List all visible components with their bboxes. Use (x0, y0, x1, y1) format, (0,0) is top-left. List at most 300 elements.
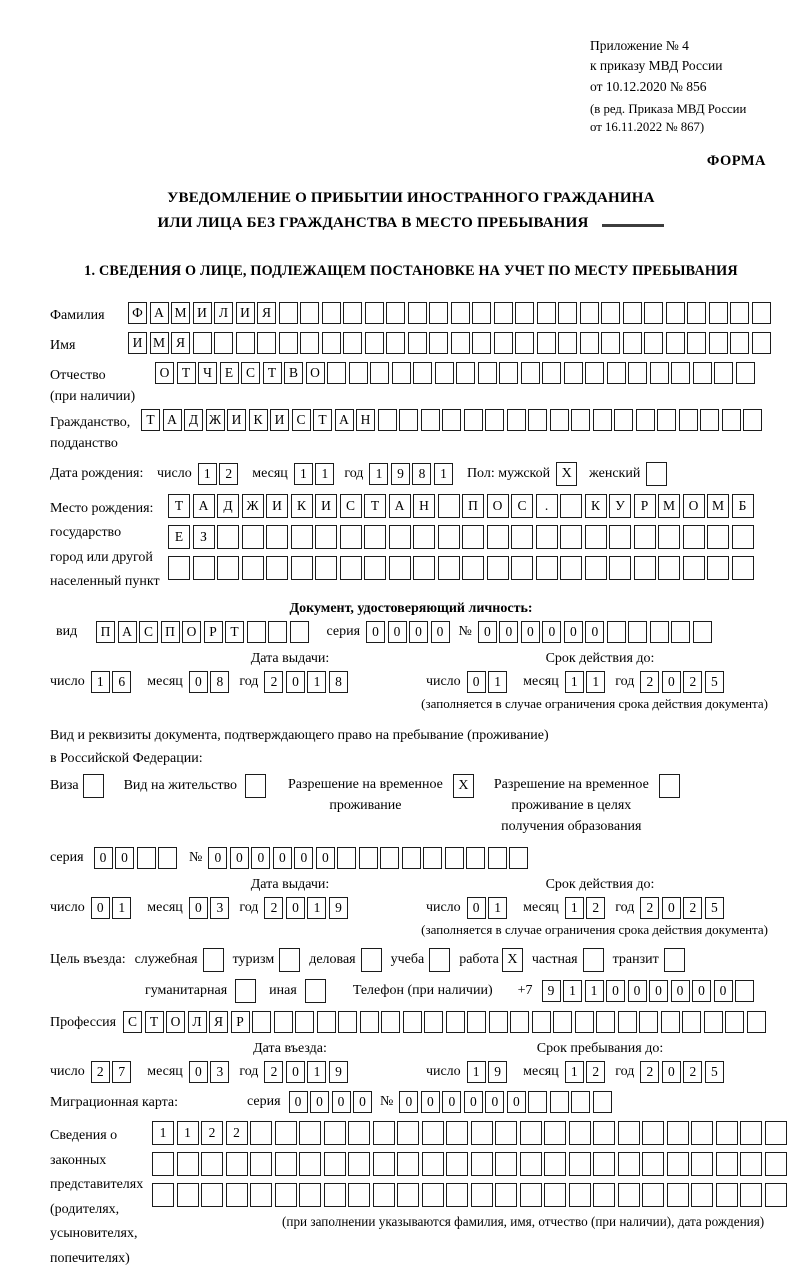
char-box[interactable] (716, 1183, 738, 1207)
char-box[interactable]: 0 (507, 1091, 526, 1113)
char-box[interactable]: 0 (464, 1091, 483, 1113)
char-box[interactable] (628, 362, 647, 384)
char-box[interactable] (596, 1011, 615, 1033)
char-box[interactable] (322, 332, 341, 354)
char-box[interactable] (691, 1183, 713, 1207)
char-box[interactable]: 0 (478, 621, 497, 643)
char-box[interactable] (743, 409, 762, 431)
char-box[interactable] (397, 1152, 419, 1176)
char-box[interactable] (601, 332, 620, 354)
char-box[interactable] (315, 556, 337, 580)
char-box[interactable] (413, 525, 435, 549)
char-box[interactable]: 2 (226, 1121, 248, 1145)
char-box[interactable] (730, 332, 749, 354)
char-box[interactable]: 0 (409, 621, 428, 643)
char-box[interactable] (609, 556, 631, 580)
char-box[interactable] (445, 847, 464, 869)
char-box[interactable] (521, 362, 540, 384)
char-box[interactable] (193, 332, 212, 354)
char-box[interactable] (338, 1011, 357, 1033)
char-box[interactable] (679, 409, 698, 431)
char-box[interactable] (682, 1011, 701, 1033)
char-box[interactable]: П (462, 494, 484, 518)
char-box[interactable] (642, 1152, 664, 1176)
char-box[interactable] (403, 1011, 422, 1033)
char-box[interactable]: Я (209, 1011, 228, 1033)
char-box[interactable]: Т (225, 621, 244, 643)
char-box[interactable]: С (511, 494, 533, 518)
char-box[interactable] (423, 847, 442, 869)
char-box[interactable] (752, 302, 771, 324)
char-box[interactable] (667, 1152, 689, 1176)
char-box[interactable] (399, 409, 418, 431)
char-box[interactable]: Я (171, 332, 190, 354)
purpose-humanitarian-checkbox[interactable] (235, 979, 256, 1003)
char-box[interactable]: 0 (421, 1091, 440, 1113)
purpose-tourism-checkbox[interactable] (279, 948, 300, 972)
char-box[interactable]: С (241, 362, 260, 384)
char-box[interactable] (456, 362, 475, 384)
char-box[interactable]: М (150, 332, 169, 354)
char-box[interactable]: 9 (391, 463, 410, 485)
char-box[interactable] (494, 302, 513, 324)
char-box[interactable]: 2 (683, 897, 702, 919)
char-box[interactable] (709, 302, 728, 324)
char-box[interactable] (413, 362, 432, 384)
char-box[interactable] (250, 1152, 272, 1176)
char-box[interactable]: 2 (264, 671, 283, 693)
residence-permit-checkbox[interactable] (245, 774, 266, 798)
char-box[interactable]: В (284, 362, 303, 384)
char-box[interactable] (536, 525, 558, 549)
char-box[interactable] (571, 409, 590, 431)
char-box[interactable] (644, 332, 663, 354)
char-box[interactable] (438, 494, 460, 518)
char-box[interactable] (511, 525, 533, 549)
char-box[interactable] (252, 1011, 271, 1033)
char-box[interactable] (438, 556, 460, 580)
char-box[interactable] (520, 1152, 542, 1176)
char-box[interactable]: 0 (189, 1061, 208, 1083)
char-box[interactable] (275, 1152, 297, 1176)
char-box[interactable] (542, 362, 561, 384)
char-box[interactable]: 1 (177, 1121, 199, 1145)
char-box[interactable] (472, 302, 491, 324)
char-box[interactable] (650, 621, 669, 643)
char-box[interactable]: 0 (442, 1091, 461, 1113)
char-box[interactable]: А (118, 621, 137, 643)
char-box[interactable] (495, 1152, 517, 1176)
char-box[interactable] (532, 1011, 551, 1033)
char-box[interactable]: 0 (692, 980, 711, 1002)
char-box[interactable]: У (609, 494, 631, 518)
char-box[interactable] (373, 1183, 395, 1207)
char-box[interactable] (364, 556, 386, 580)
char-box[interactable] (544, 1152, 566, 1176)
char-box[interactable] (152, 1183, 174, 1207)
char-box[interactable]: 1 (152, 1121, 174, 1145)
char-box[interactable]: 2 (640, 1061, 659, 1083)
char-box[interactable] (580, 332, 599, 354)
char-box[interactable]: А (163, 409, 182, 431)
char-box[interactable] (435, 362, 454, 384)
char-box[interactable] (291, 525, 313, 549)
char-box[interactable]: 9 (329, 1061, 348, 1083)
char-box[interactable] (168, 556, 190, 580)
char-box[interactable]: И (227, 409, 246, 431)
char-box[interactable]: 1 (565, 671, 584, 693)
char-box[interactable]: Ч (198, 362, 217, 384)
char-box[interactable]: 1 (434, 463, 453, 485)
char-box[interactable] (226, 1152, 248, 1176)
char-box[interactable] (544, 1183, 566, 1207)
char-box[interactable]: А (193, 494, 215, 518)
char-box[interactable] (402, 847, 421, 869)
char-box[interactable] (752, 332, 771, 354)
char-box[interactable] (667, 1121, 689, 1145)
char-box[interactable]: Т (177, 362, 196, 384)
char-box[interactable] (137, 847, 156, 869)
char-box[interactable] (593, 1091, 612, 1113)
char-box[interactable] (364, 525, 386, 549)
char-box[interactable]: 0 (230, 847, 249, 869)
char-box[interactable]: 0 (606, 980, 625, 1002)
char-box[interactable] (693, 621, 712, 643)
char-box[interactable] (550, 1091, 569, 1113)
char-box[interactable] (397, 1121, 419, 1145)
char-box[interactable]: 0 (294, 847, 313, 869)
char-box[interactable]: И (315, 494, 337, 518)
char-box[interactable]: К (249, 409, 268, 431)
char-box[interactable]: 0 (662, 671, 681, 693)
char-box[interactable] (275, 1183, 297, 1207)
char-box[interactable] (236, 332, 255, 354)
edu-permit-checkbox[interactable] (659, 774, 680, 798)
char-box[interactable]: Т (168, 494, 190, 518)
char-box[interactable] (467, 1011, 486, 1033)
char-box[interactable]: И (128, 332, 147, 354)
char-box[interactable]: 5 (705, 1061, 724, 1083)
purpose-business-checkbox[interactable] (361, 948, 382, 972)
char-box[interactable] (618, 1011, 637, 1033)
char-box[interactable] (593, 1121, 615, 1145)
char-box[interactable] (158, 847, 177, 869)
char-box[interactable] (623, 332, 642, 354)
char-box[interactable] (315, 525, 337, 549)
char-box[interactable] (747, 1011, 766, 1033)
char-box[interactable] (464, 409, 483, 431)
char-box[interactable] (642, 1183, 664, 1207)
char-box[interactable] (478, 362, 497, 384)
char-box[interactable] (639, 1011, 658, 1033)
char-box[interactable] (553, 1011, 572, 1033)
char-box[interactable] (634, 556, 656, 580)
char-box[interactable] (560, 556, 582, 580)
char-box[interactable] (429, 332, 448, 354)
char-box[interactable] (658, 556, 680, 580)
char-box[interactable]: 2 (219, 463, 238, 485)
char-box[interactable] (537, 332, 556, 354)
purpose-study-checkbox[interactable] (429, 948, 450, 972)
char-box[interactable]: 9 (542, 980, 561, 1002)
char-box[interactable] (279, 332, 298, 354)
char-box[interactable] (290, 621, 309, 643)
char-box[interactable] (300, 302, 319, 324)
char-box[interactable] (636, 409, 655, 431)
char-box[interactable] (666, 302, 685, 324)
char-box[interactable] (438, 525, 460, 549)
char-box[interactable] (716, 1121, 738, 1145)
char-box[interactable]: Т (263, 362, 282, 384)
char-box[interactable] (201, 1183, 223, 1207)
char-box[interactable] (299, 1183, 321, 1207)
char-box[interactable]: 5 (705, 897, 724, 919)
char-box[interactable]: Е (168, 525, 190, 549)
char-box[interactable]: 2 (640, 897, 659, 919)
char-box[interactable] (389, 525, 411, 549)
char-box[interactable] (585, 525, 607, 549)
char-box[interactable]: . (536, 494, 558, 518)
char-box[interactable] (722, 409, 741, 431)
char-box[interactable] (528, 1091, 547, 1113)
char-box[interactable]: 1 (565, 1061, 584, 1083)
char-box[interactable]: 0 (714, 980, 733, 1002)
char-box[interactable]: 2 (264, 897, 283, 919)
char-box[interactable]: 0 (115, 847, 134, 869)
char-box[interactable] (569, 1152, 591, 1176)
char-box[interactable] (564, 362, 583, 384)
char-box[interactable] (585, 556, 607, 580)
char-box[interactable]: А (389, 494, 411, 518)
char-box[interactable] (593, 1152, 615, 1176)
char-box[interactable]: 0 (94, 847, 113, 869)
char-box[interactable] (337, 847, 356, 869)
char-box[interactable]: С (292, 409, 311, 431)
char-box[interactable] (177, 1183, 199, 1207)
char-box[interactable]: 0 (366, 621, 385, 643)
char-box[interactable] (716, 1152, 738, 1176)
char-box[interactable]: Б (732, 494, 754, 518)
char-box[interactable]: 2 (201, 1121, 223, 1145)
purpose-transit-checkbox[interactable] (664, 948, 685, 972)
char-box[interactable]: 0 (399, 1091, 418, 1113)
char-box[interactable] (661, 1011, 680, 1033)
char-box[interactable] (242, 525, 264, 549)
char-box[interactable]: З (193, 525, 215, 549)
char-box[interactable]: М (658, 494, 680, 518)
char-box[interactable] (299, 1152, 321, 1176)
char-box[interactable] (691, 1152, 713, 1176)
char-box[interactable] (471, 1152, 493, 1176)
char-box[interactable] (201, 1152, 223, 1176)
char-box[interactable] (462, 556, 484, 580)
char-box[interactable] (487, 525, 509, 549)
char-box[interactable] (691, 1121, 713, 1145)
char-box[interactable] (558, 302, 577, 324)
char-box[interactable] (462, 525, 484, 549)
char-box[interactable]: 1 (563, 980, 582, 1002)
char-box[interactable] (370, 362, 389, 384)
char-box[interactable]: 0 (585, 621, 604, 643)
char-box[interactable]: 1 (315, 463, 334, 485)
char-box[interactable]: Е (220, 362, 239, 384)
char-box[interactable]: 2 (683, 671, 702, 693)
char-box[interactable] (413, 556, 435, 580)
char-box[interactable] (683, 556, 705, 580)
char-box[interactable] (687, 332, 706, 354)
char-box[interactable] (343, 332, 362, 354)
char-box[interactable] (515, 302, 534, 324)
char-box[interactable] (601, 302, 620, 324)
char-box[interactable]: 0 (564, 621, 583, 643)
char-box[interactable] (509, 847, 528, 869)
char-box[interactable]: 1 (488, 671, 507, 693)
char-box[interactable]: 0 (332, 1091, 351, 1113)
char-box[interactable] (250, 1121, 272, 1145)
char-box[interactable]: 2 (586, 1061, 605, 1083)
char-box[interactable]: А (150, 302, 169, 324)
char-box[interactable] (378, 409, 397, 431)
char-box[interactable] (704, 1011, 723, 1033)
char-box[interactable]: 0 (286, 897, 305, 919)
char-box[interactable]: 0 (316, 847, 335, 869)
char-box[interactable]: 0 (353, 1091, 372, 1113)
char-box[interactable]: Я (257, 302, 276, 324)
char-box[interactable]: 8 (412, 463, 431, 485)
char-box[interactable]: И (270, 409, 289, 431)
char-box[interactable] (709, 332, 728, 354)
char-box[interactable] (359, 847, 378, 869)
char-box[interactable] (365, 332, 384, 354)
char-box[interactable]: 0 (251, 847, 270, 869)
char-box[interactable]: Т (364, 494, 386, 518)
char-box[interactable] (618, 1121, 640, 1145)
char-box[interactable]: Л (214, 302, 233, 324)
char-box[interactable] (575, 1011, 594, 1033)
char-box[interactable] (217, 525, 239, 549)
char-box[interactable] (266, 556, 288, 580)
char-box[interactable] (489, 1011, 508, 1033)
char-box[interactable]: 0 (662, 897, 681, 919)
char-box[interactable]: Р (634, 494, 656, 518)
char-box[interactable] (386, 302, 405, 324)
char-box[interactable]: П (96, 621, 115, 643)
char-box[interactable]: 0 (388, 621, 407, 643)
char-box[interactable] (340, 556, 362, 580)
char-box[interactable] (650, 362, 669, 384)
char-box[interactable] (275, 1121, 297, 1145)
char-box[interactable]: 3 (210, 1061, 229, 1083)
char-box[interactable] (569, 1121, 591, 1145)
char-box[interactable]: 1 (307, 1061, 326, 1083)
char-box[interactable] (700, 409, 719, 431)
char-box[interactable] (322, 302, 341, 324)
char-box[interactable] (274, 1011, 293, 1033)
char-box[interactable] (511, 556, 533, 580)
char-box[interactable] (671, 621, 690, 643)
char-box[interactable]: Т (141, 409, 160, 431)
char-box[interactable] (628, 621, 647, 643)
purpose-other-checkbox[interactable] (305, 979, 326, 1003)
char-box[interactable] (520, 1183, 542, 1207)
char-box[interactable] (544, 1121, 566, 1145)
char-box[interactable] (266, 525, 288, 549)
char-box[interactable] (422, 1183, 444, 1207)
char-box[interactable] (693, 362, 712, 384)
char-box[interactable] (348, 1121, 370, 1145)
visa-checkbox[interactable] (83, 774, 104, 798)
char-box[interactable] (291, 556, 313, 580)
char-box[interactable] (217, 556, 239, 580)
char-box[interactable]: И (266, 494, 288, 518)
purpose-work-checkbox[interactable]: X (502, 948, 523, 972)
char-box[interactable] (360, 1011, 379, 1033)
char-box[interactable] (348, 1152, 370, 1176)
char-box[interactable]: А (335, 409, 354, 431)
char-box[interactable]: Ж (206, 409, 225, 431)
char-box[interactable] (408, 332, 427, 354)
char-box[interactable]: 0 (671, 980, 690, 1002)
char-box[interactable]: О (306, 362, 325, 384)
char-box[interactable]: 1 (294, 463, 313, 485)
char-box[interactable] (618, 1152, 640, 1176)
char-box[interactable] (488, 847, 507, 869)
char-box[interactable]: С (123, 1011, 142, 1033)
char-box[interactable] (299, 1121, 321, 1145)
char-box[interactable]: 2 (640, 671, 659, 693)
char-box[interactable]: 2 (683, 1061, 702, 1083)
char-box[interactable] (666, 332, 685, 354)
char-box[interactable]: К (291, 494, 313, 518)
char-box[interactable] (324, 1121, 346, 1145)
char-box[interactable] (560, 525, 582, 549)
char-box[interactable] (593, 1183, 615, 1207)
char-box[interactable]: 9 (329, 897, 348, 919)
char-box[interactable]: 8 (329, 671, 348, 693)
char-box[interactable] (736, 362, 755, 384)
char-box[interactable] (365, 302, 384, 324)
char-box[interactable] (446, 1183, 468, 1207)
char-box[interactable] (740, 1121, 762, 1145)
char-box[interactable] (765, 1152, 787, 1176)
char-box[interactable] (327, 362, 346, 384)
char-box[interactable] (349, 362, 368, 384)
char-box[interactable] (580, 302, 599, 324)
char-box[interactable]: 0 (649, 980, 668, 1002)
char-box[interactable] (607, 362, 626, 384)
char-box[interactable] (466, 847, 485, 869)
char-box[interactable]: 8 (210, 671, 229, 693)
char-box[interactable]: 0 (310, 1091, 329, 1113)
char-box[interactable] (446, 1011, 465, 1033)
char-box[interactable] (373, 1152, 395, 1176)
char-box[interactable] (732, 556, 754, 580)
char-box[interactable]: 0 (499, 621, 518, 643)
char-box[interactable]: Р (204, 621, 223, 643)
char-box[interactable] (740, 1152, 762, 1176)
char-box[interactable]: 1 (586, 671, 605, 693)
char-box[interactable]: О (683, 494, 705, 518)
char-box[interactable]: 1 (488, 897, 507, 919)
char-box[interactable]: 0 (467, 897, 486, 919)
char-box[interactable]: 3 (210, 897, 229, 919)
char-box[interactable] (707, 556, 729, 580)
char-box[interactable]: 0 (542, 621, 561, 643)
char-box[interactable] (324, 1183, 346, 1207)
char-box[interactable] (324, 1152, 346, 1176)
char-box[interactable]: И (236, 302, 255, 324)
char-box[interactable]: 2 (586, 897, 605, 919)
